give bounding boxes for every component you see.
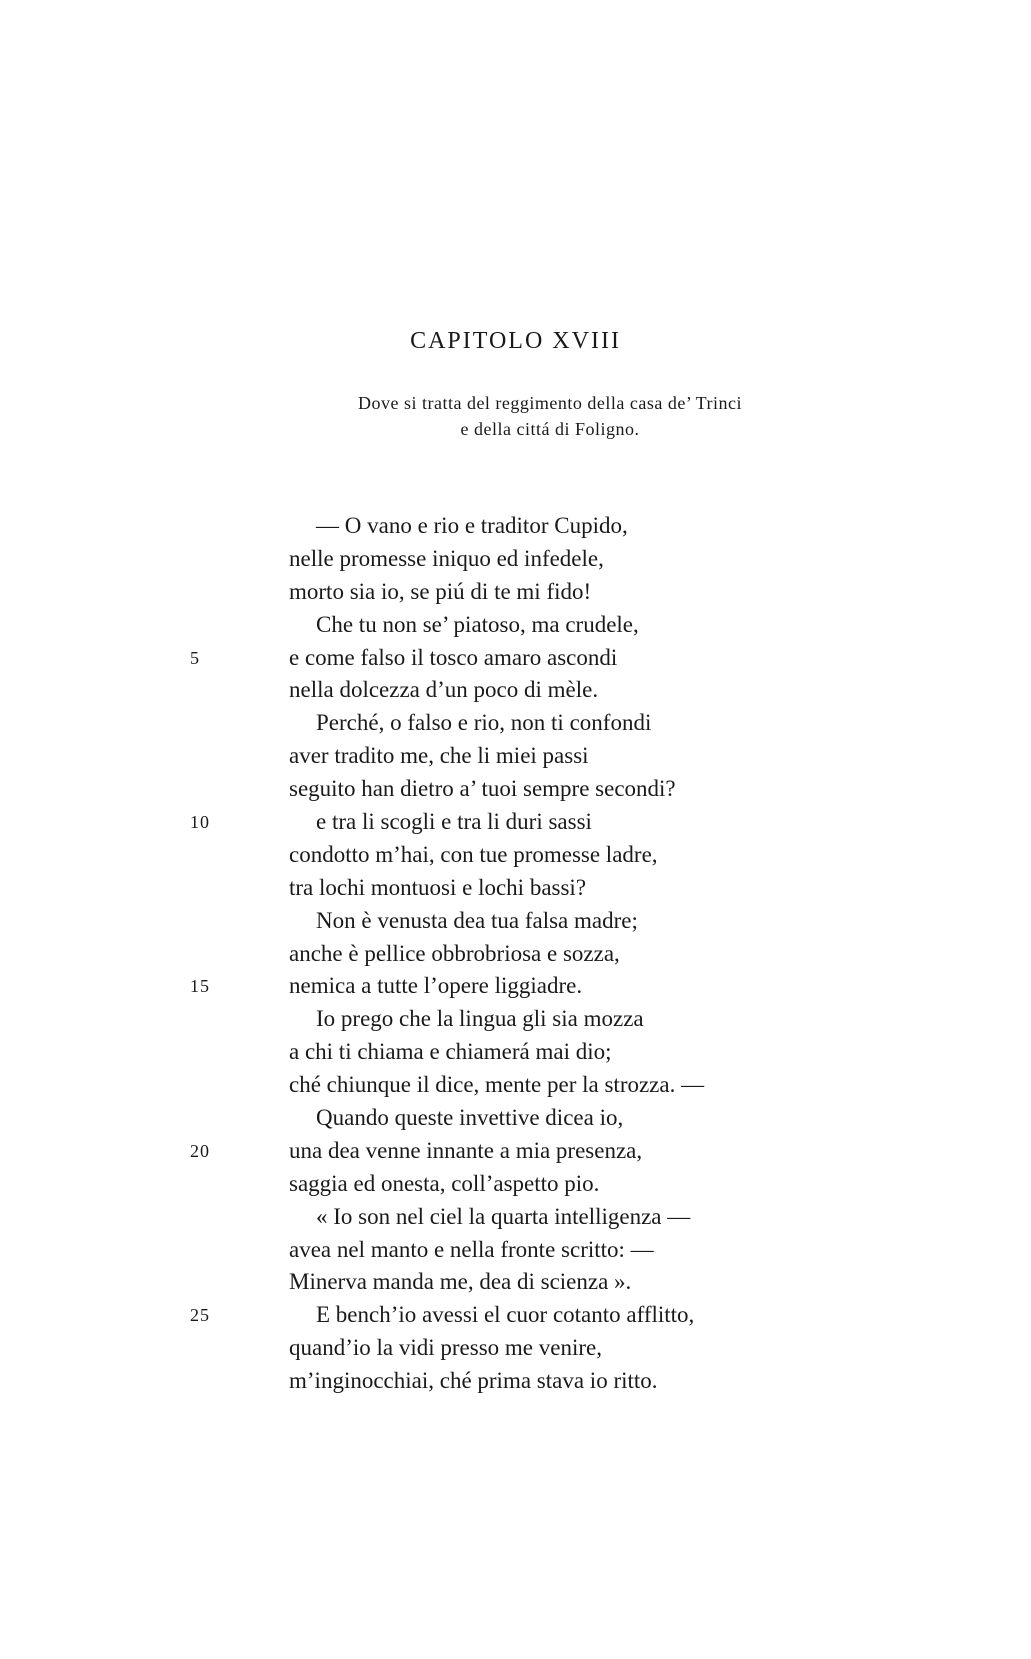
verse-line [0,773,1031,806]
verse-line [0,642,1031,675]
subtitle-line-2: e della cittá di Foligno. [460,419,640,439]
line-number: 20 [190,1140,210,1161]
poem-body [0,510,1031,1398]
verse-text: Perché, o falso e rio, non ti confondi [316,710,652,736]
verse-line [0,707,1031,740]
verse-line [0,740,1031,773]
verse-line [0,970,1031,1003]
verse-line [0,905,1031,938]
verse-text: tra lochi montuosi e lochi bassi? [289,874,587,900]
verse-text: — O vano e rio e traditor Cupido, [316,513,628,538]
verse-line [0,543,1031,576]
verse-line [0,1168,1031,1201]
verse-text: e come falso il tosco amaro ascondi [289,644,618,670]
verse-line [0,1036,1031,1069]
verse-text: nemica a tutte l’opere liggiadre. [289,973,583,999]
verse-line [0,1234,1031,1267]
verse-text: « Io son nel ciel la quarta intelligenza — [316,1203,691,1229]
line-number: 10 [190,812,210,833]
line-number: 5 [190,647,200,668]
line-number: 15 [190,976,210,997]
verse-line [0,872,1031,905]
verse-line [0,806,1031,839]
verse-text: m’inginocchiai, ché prima stava io ritto. [289,1368,658,1394]
chapter-subtitle [250,390,850,442]
verse-line [0,1365,1031,1398]
verse-text: aver tradito me, che li miei passi [289,743,589,769]
verse-text: Quando queste invettive dicea io, [316,1105,624,1131]
verse-text: una dea venne innante a mia presenza, [289,1137,643,1163]
verse-line [0,938,1031,971]
verse-line [0,674,1031,707]
verse-text: quand’io la vidi presso me venire, [289,1335,602,1361]
verse-line [0,510,1031,543]
verse-line [0,1069,1031,1102]
verse-text: seguito han dietro a’ tuoi sempre secondi? [289,776,676,802]
verse-line [0,1003,1031,1036]
verse-text: e tra li scogli e tra li duri sassi [316,809,592,835]
verse-text: E bench’io avessi el cuor cotanto afflitto, [316,1302,695,1328]
verse-line [0,1135,1031,1168]
verse-text: saggia ed onesta, coll’aspetto pio. [289,1170,600,1196]
verse-text: ché chiunque il dice, mente per la strozza. — [289,1072,705,1098]
verse-text: Non è venusta dea tua falsa madre; [316,907,638,933]
verse-line [0,1332,1031,1365]
verse-text: Che tu non se’ piatoso, ma crudele, [316,611,639,637]
line-number: 25 [190,1305,210,1326]
verse-text: Minerva manda me, dea di scienza ». [289,1269,632,1295]
verse-text: a chi ti chiama e chiamerá mai dio; [289,1039,612,1065]
verse-text: Io prego che la lingua gli sia mozza [316,1006,644,1032]
verse-text: nelle promesse iniquo ed infedele, [289,545,604,571]
verse-text: anche è pellice obbrobriosa e sozza, [289,940,620,966]
verse-line [0,576,1031,609]
verse-line [0,839,1031,872]
verse-line [0,609,1031,642]
verse-line [0,1299,1031,1332]
chapter-title: CAPITOLO XVIII [410,328,621,354]
verse-line [0,1266,1031,1299]
verse-text: avea nel manto e nella fronte scritto: — [289,1236,654,1262]
verse-line [0,1201,1031,1234]
verse-text: nella dolcezza d’un poco di mèle. [289,677,599,703]
verse-line [0,1102,1031,1135]
verse-text: morto sia io, se piú di te mi fido! [289,578,592,604]
subtitle-line-1: Dove si tratta del reggimento della casa de’ Trinci [357,393,743,413]
verse-text: condotto m’hai, con tue promesse ladre, [289,841,658,867]
